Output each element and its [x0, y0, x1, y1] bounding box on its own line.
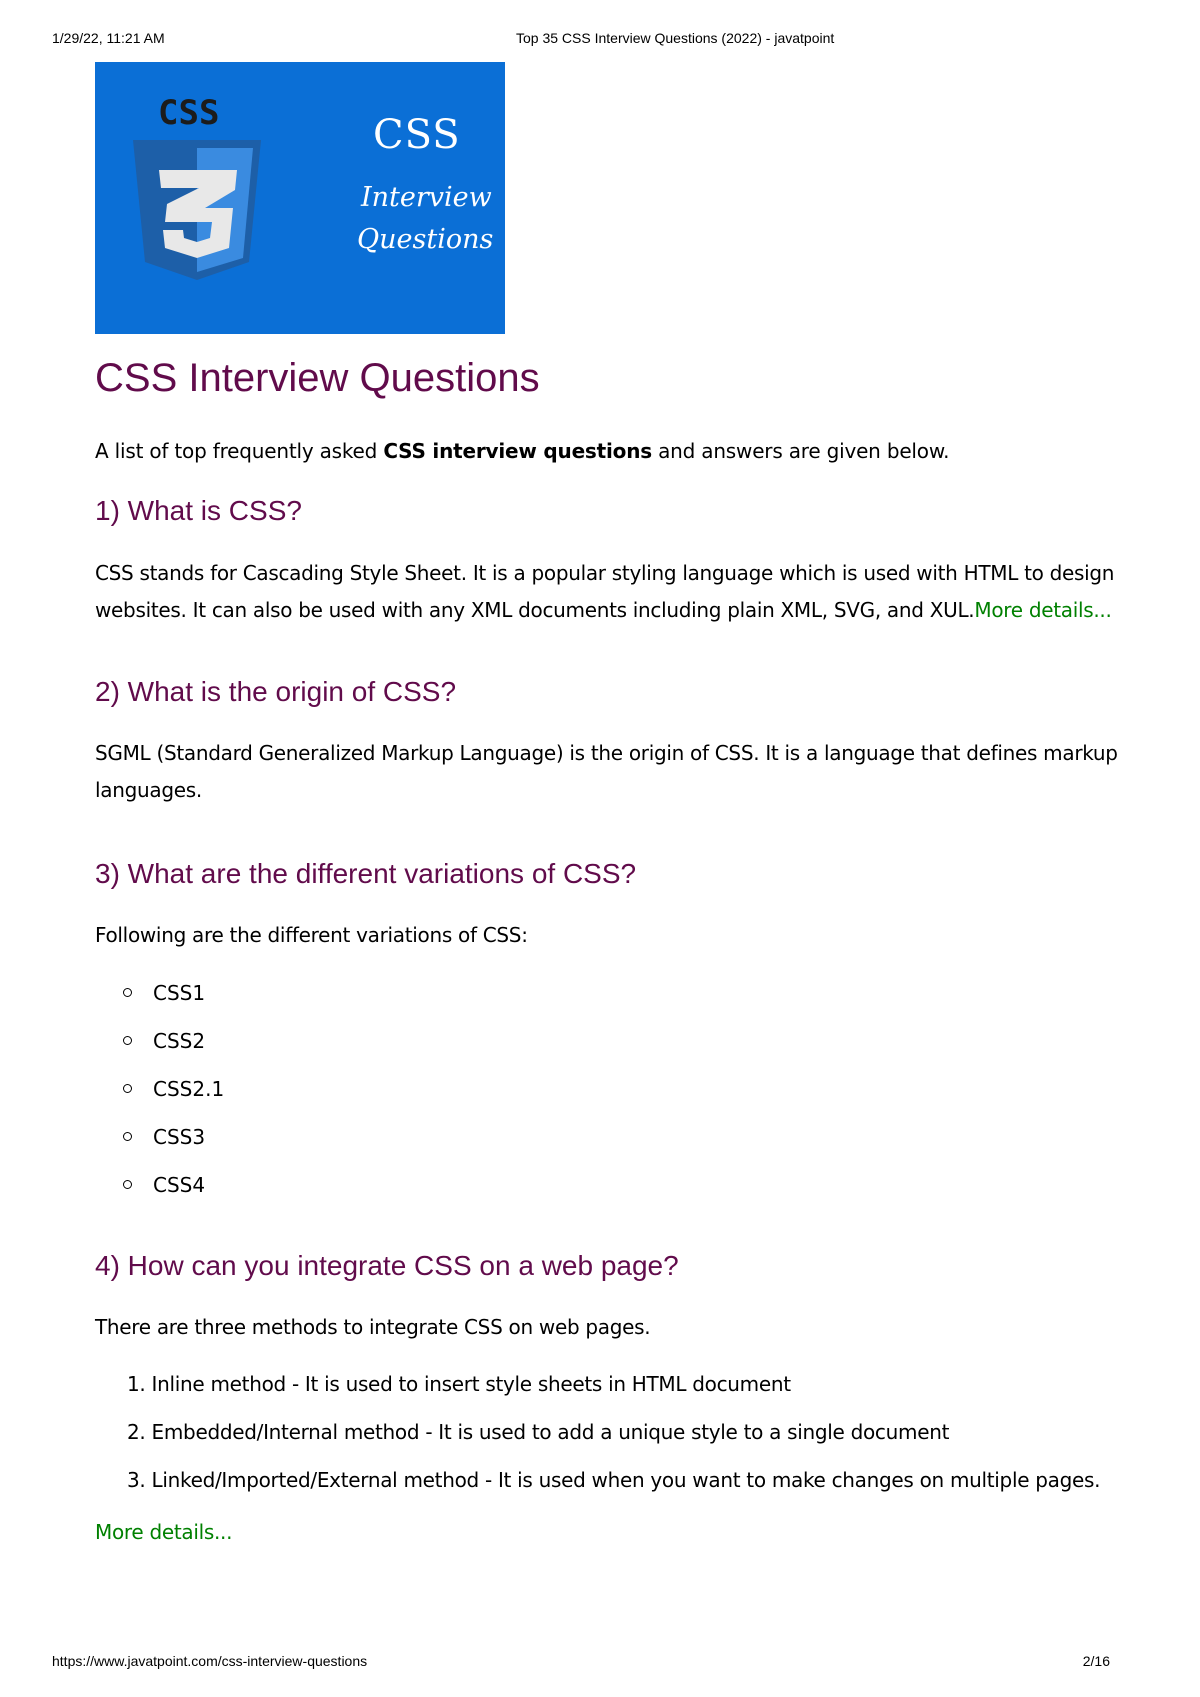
banner-title: CSS	[373, 112, 461, 158]
circle-bullet-icon	[123, 1084, 132, 1093]
question-3-heading: 3) What are the different variations of CSS?	[95, 858, 637, 889]
intro-paragraph: A list of top frequently asked CSS interview questions and answers are given below.	[95, 439, 950, 463]
css-banner-image	[95, 62, 505, 334]
number-three-shape	[159, 170, 237, 258]
list-item: CSS3	[123, 1113, 1125, 1161]
article-title: CSS Interview Questions	[95, 356, 540, 400]
list-item: CSS2.1	[123, 1065, 1125, 1113]
question-2-answer: SGML (Standard Generalized Markup Language) is the origin of CSS. It is a language that defines markup languages.	[95, 741, 1118, 802]
list-item: CSS2	[123, 1017, 1125, 1065]
list-item: 3. Linked/Imported/External method - It is used when you want to make changes on multiple pages.	[127, 1468, 1101, 1492]
article-content	[95, 62, 1125, 1551]
list-item: CSS4	[123, 1161, 1125, 1209]
print-date: 1/29/22, 11:21 AM	[52, 30, 165, 46]
question-3-intro: Following are the different variations of CSS:	[95, 923, 528, 947]
print-url: https://www.javatpoint.com/css-interview-questions	[52, 1653, 368, 1669]
list-item: 2. Embedded/Internal method - It is used to add a unique style to a single document	[127, 1420, 950, 1444]
print-footer	[52, 1653, 1148, 1673]
question-4-more-details	[95, 1514, 1125, 1551]
question-4-intro: There are three methods to integrate CSS on web pages.	[95, 1315, 651, 1339]
banner-subtitle-line1: Interview	[361, 182, 492, 213]
question-1-heading: 1) What is CSS?	[95, 495, 302, 526]
circle-bullet-icon	[123, 1036, 132, 1045]
css-variations-list	[95, 969, 1125, 1209]
print-header	[52, 30, 1148, 50]
print-page-title: Top 35 CSS Interview Questions (2022) - javatpoint	[516, 30, 835, 46]
list-item: 1. Inline method - It is used to insert style sheets in HTML document	[127, 1372, 791, 1396]
intro-bold-keyword: CSS interview questions	[383, 439, 652, 463]
integration-methods-list	[95, 1360, 1125, 1504]
question-2-heading: 2) What is the origin of CSS?	[95, 676, 457, 707]
list-item: CSS1	[123, 969, 1125, 1017]
question-1-more-details-link[interactable]: More details...	[974, 598, 1112, 622]
circle-bullet-icon	[123, 1180, 132, 1189]
css-logo-text: CSS	[158, 93, 220, 133]
question-4-heading: 4) How can you integrate CSS on a web page?	[95, 1250, 679, 1281]
question-4-more-details-link[interactable]: More details...	[95, 1520, 233, 1544]
print-page-number: 2/16	[1082, 1653, 1110, 1669]
banner-subtitle-line2: Questions	[357, 224, 494, 255]
question-1-answer: CSS stands for Cascading Style Sheet. It is a popular styling language which is used with HTML to design websites. It can also be used with any XML documents including plain XML, SVG, and XUL.More details...	[95, 561, 1115, 622]
circle-bullet-icon	[123, 988, 132, 997]
circle-bullet-icon	[123, 1132, 132, 1141]
